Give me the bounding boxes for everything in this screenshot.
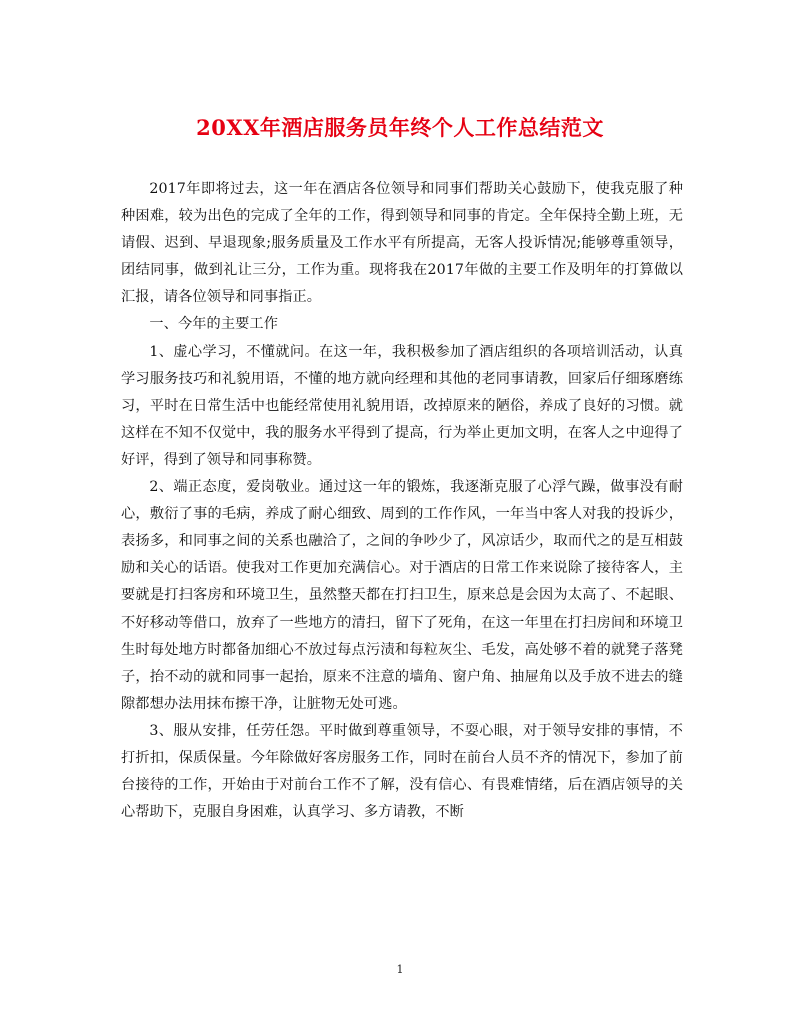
paragraph-item-1: 1、虚心学习，不懂就问。在这一年，我积极参加了酒店组织的各项培训活动，认真学习服务技巧和礼貌用语，不懂的地方就向经理和其他的老同事请教，回家后仔细琢磨练习，平时在日常生活中也能经常使用礼貌用语，改掉原来的陋俗，养成了良好的习惯。就这样在不知不仅觉中，我的服务水平得到了提高，行为举止更加文明，在客人之中迎得了好评，得到了领导和同事称赞。	[121, 343, 683, 468]
paragraph-item-3: 3、服从安排，任劳任怨。平时做到尊重领导，不耍心眼，对于领导安排的事情，不打折扣，保质保量。今年除做好客房服务工作，同时在前台人员不齐的情况下，参加了前台接待的工作，开始由于对前台工作不了解，没有信心、有畏难情绪，后在酒店领导的关心帮助下，克服自身困难，认真学习、多方请教，不断	[121, 722, 683, 821]
section-heading-main-work: 一、今年的主要工作	[149, 316, 278, 333]
paragraph-item-2: 2、端正态度，爱岗敬业。通过这一年的锻炼，我逐渐克服了心浮气躁，做事没有耐心，敷衍了事的毛病，养成了耐心细致、周到的工作作风，一年当中客人对我的投诉少，表扬多，和同事之间的关系也融洽了，之间的争吵少了，风凉话少，取而代之的是互相鼓励和关心的话语。使我对工作更加充满信心。对于酒店的日常工作来说除了接待客人，主要就是打扫客房和环境卫生，虽然整天都在打扫卫生，原来总是会因为太高了、不起眼、不好移动等借口，放弃了一些地方的清扫，留下了死角，在这一年里在打扫房间和环境卫生时每处地方时都备加细心不放过每点污渍和每粒灰尘、毛发，高处够不着的就凳子落凳子，抬不动的就和同事一起抬，原来不注意的墙角、窗户角、抽屉角以及手放不进去的缝隙都想办法用抹布擦干净，让脏物无处可逃。	[121, 479, 683, 712]
page-number: 1	[396, 963, 404, 976]
document-body	[121, 176, 683, 826]
paragraph-intro: 2017年即将过去，这一年在酒店各位领导和同事们帮助关心鼓励下，使我克服了种种困难，较为出色的完成了全年的工作，得到领导和同事的肯定。全年保持全勤上班，无请假、迟到、早退现象;服务质量及工作水平有所提高，无客人投诉情况;能够尊重领导，团结同事，做到礼让三分，工作为重。现将我在2017年做的主要工作及明年的打算做以汇报，请各位领导和同事指正。	[121, 181, 683, 306]
document-title: 20XX年酒店服务员年终个人工作总结范文	[196, 115, 604, 140]
